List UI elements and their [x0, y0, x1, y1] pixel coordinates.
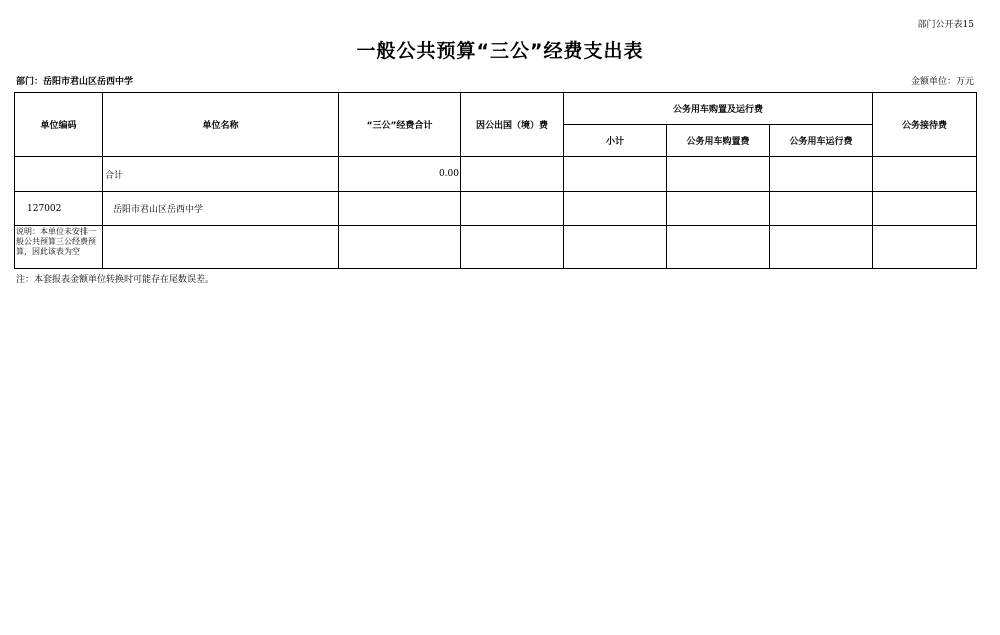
note-row [15, 226, 977, 269]
note-blank-1 [103, 226, 339, 269]
header-row-1 [15, 93, 977, 125]
department-label: 部门：岳阳市君山区岳西中学 [16, 77, 134, 87]
unit-purchase-cell [667, 192, 770, 226]
total-subtotal-cell [564, 157, 667, 192]
header-sangong-total: “三公”经费合计 [339, 93, 461, 157]
header-vehicle-purchase: 公务用车购置费 [667, 125, 770, 157]
total-reception-cell [873, 157, 977, 192]
unit-code: 127002 [15, 192, 103, 226]
header-unit-code: 单位编码 [15, 93, 103, 157]
total-sangong-value: 0.00 [339, 157, 461, 192]
unit-subtotal-cell [564, 192, 667, 226]
total-operation-cell [770, 157, 873, 192]
note-blank-3 [461, 226, 564, 269]
footnote: 注：本套报表金额单位转换时可能存在尾数误差。 [16, 275, 215, 285]
expenditure-table [14, 92, 977, 269]
header-vehicle-operation: 公务用车运行费 [770, 125, 873, 157]
note-blank-4 [564, 226, 667, 269]
total-row [15, 157, 977, 192]
unit-sangong-cell [339, 192, 461, 226]
note-blank-7 [873, 226, 977, 269]
form-code: 部门公开表15 [917, 20, 974, 30]
page-title: 一般公共预算“三公”经费支出表 [356, 40, 644, 62]
unit-row [15, 192, 977, 226]
header-vehicle-group: 公务用车购置及运行费 [564, 93, 873, 125]
total-label: 合计 [103, 157, 339, 192]
header-subtotal: 小计 [564, 125, 667, 157]
unit-name: 岳阳市君山区岳西中学 [103, 192, 339, 226]
note-blank-5 [667, 226, 770, 269]
total-overseas-cell [461, 157, 564, 192]
amount-unit-label: 金额单位：万元 [910, 77, 974, 87]
unit-overseas-cell [461, 192, 564, 226]
note-blank-2 [339, 226, 461, 269]
unit-operation-cell [770, 192, 873, 226]
header-unit-name: 单位名称 [103, 93, 339, 157]
header-reception: 公务接待费 [873, 93, 977, 157]
note-blank-6 [770, 226, 873, 269]
note-text: 说明：本单位未安排一般公共预算三公经费预算，因此该表为空 [15, 226, 103, 269]
header-overseas: 因公出国（境）费 [461, 93, 564, 157]
total-purchase-cell [667, 157, 770, 192]
total-code-cell [15, 157, 103, 192]
unit-reception-cell [873, 192, 977, 226]
